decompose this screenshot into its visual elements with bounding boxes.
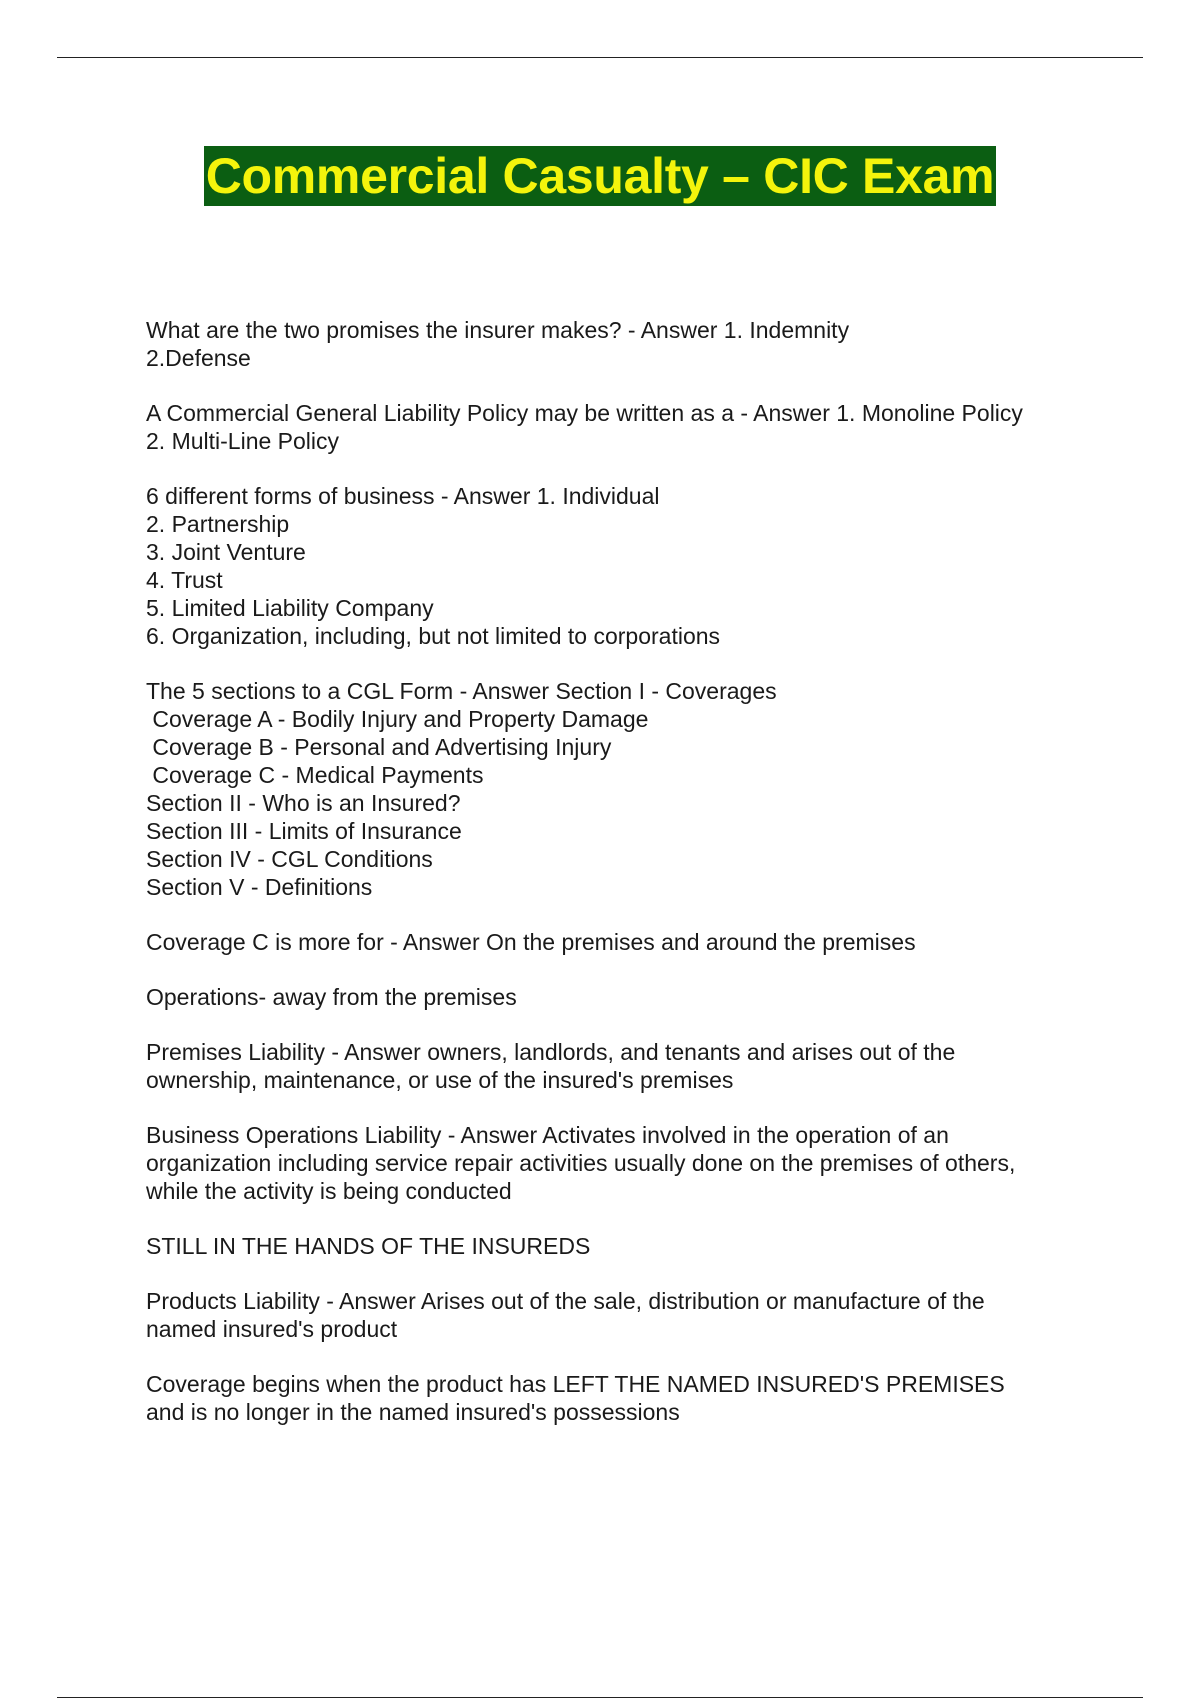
qa-block — [146, 677, 1106, 901]
text-line: Coverage B - Personal and Advertising Injury — [146, 734, 612, 760]
text-line: Products Liability - Answer Arises out of the sale, distribution or manufacture of the — [146, 1288, 985, 1314]
text-line: Coverage A - Bodily Injury and Property Damage — [146, 706, 649, 732]
text-line: Business Operations Liability - Answer Activates involved in the operation of an — [146, 1122, 949, 1148]
qa-block — [146, 316, 1106, 372]
text-line: Coverage C - Medical Payments — [146, 762, 484, 788]
qa-block — [146, 1232, 1106, 1260]
qa-block — [146, 1287, 1106, 1343]
text-line: Coverage C is more for - Answer On the premises and around the premises — [146, 929, 916, 955]
qa-block — [146, 399, 1106, 455]
text-line: Section V - Definitions — [146, 874, 373, 900]
document-body — [146, 316, 1106, 1453]
top-rule — [57, 57, 1143, 58]
text-line: 2. Partnership — [146, 511, 290, 537]
qa-block — [146, 1121, 1106, 1205]
text-line: Section II - Who is an Insured? — [146, 790, 461, 816]
document-title: Commercial Casualty – CIC Exam — [205, 148, 995, 204]
qa-block — [146, 482, 1106, 650]
title-area — [0, 146, 1200, 206]
text-line: 2.Defense — [146, 345, 251, 371]
qa-block — [146, 1038, 1106, 1094]
text-line: Section III - Limits of Insurance — [146, 818, 462, 844]
text-line: ownership, maintenance, or use of the insured's premises — [146, 1067, 734, 1093]
text-line: Operations- away from the premises — [146, 984, 517, 1010]
text-line: Section IV - CGL Conditions — [146, 846, 433, 872]
text-line: 6 different forms of business - Answer 1. Individual — [146, 483, 660, 509]
text-line: STILL IN THE HANDS OF THE INSUREDS — [146, 1233, 591, 1259]
text-line: 4. Trust — [146, 567, 223, 593]
text-line: Premises Liability - Answer owners, landlords, and tenants and arises out of the — [146, 1039, 956, 1065]
qa-block — [146, 983, 1106, 1011]
text-line: 6. Organization, including, but not limited to corporations — [146, 623, 721, 649]
text-line: What are the two promises the insurer makes? - Answer 1. Indemnity — [146, 317, 850, 343]
qa-block — [146, 928, 1106, 956]
text-line: named insured's product — [146, 1316, 398, 1342]
text-line: Coverage begins when the product has LEFT THE NAMED INSURED'S PREMISES — [146, 1371, 1005, 1397]
bottom-rule — [57, 1697, 1143, 1698]
text-line: 5. Limited Liability Company — [146, 595, 434, 621]
text-line: while the activity is being conducted — [146, 1178, 512, 1204]
text-line: 2. Multi-Line Policy — [146, 428, 340, 454]
text-line: The 5 sections to a CGL Form - Answer Section I - Coverages — [146, 678, 777, 704]
qa-block — [146, 1370, 1106, 1426]
text-line: A Commercial General Liability Policy may be written as a - Answer 1. Monoline Policy — [146, 400, 1023, 426]
text-line: and is no longer in the named insured's possessions — [146, 1399, 680, 1425]
text-line: 3. Joint Venture — [146, 539, 306, 565]
text-line: organization including service repair activities usually done on the premises of others, — [146, 1150, 1016, 1176]
